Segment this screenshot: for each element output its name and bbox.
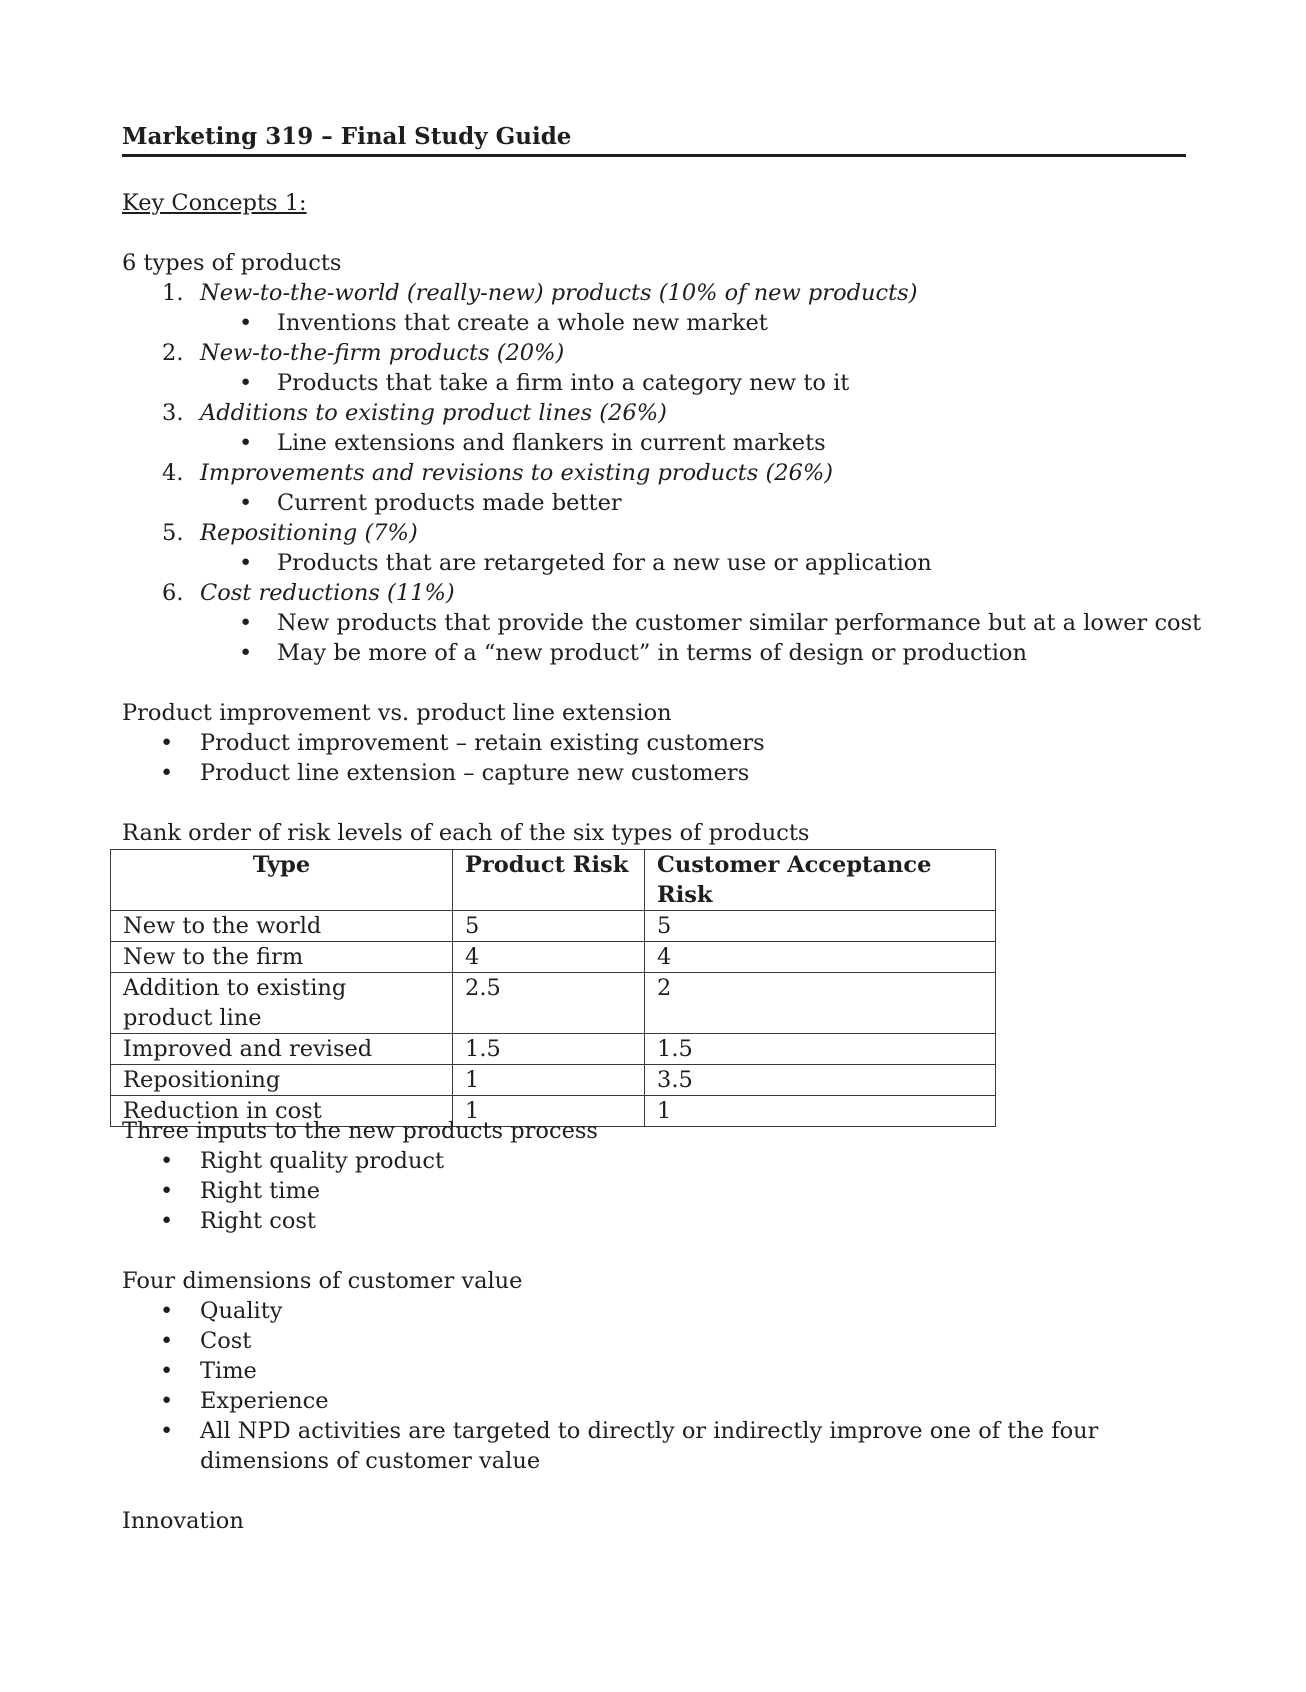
bullet-item	[122, 1416, 1200, 1476]
bullet-text: Inventions that create a whole new market	[277, 310, 768, 336]
table-row	[111, 942, 996, 973]
numbered-item	[122, 578, 1202, 608]
four-dimensions-section	[122, 1266, 1202, 1476]
column-header-customer-acceptance-risk: Customer Acceptance Risk	[645, 850, 996, 911]
table-row	[111, 1034, 996, 1065]
bullet-icon: •	[239, 610, 253, 636]
bullet-item	[122, 728, 1202, 758]
bullet-icon: •	[239, 310, 253, 336]
table-cell: 5	[453, 911, 645, 942]
bullet-icon: •	[160, 730, 174, 756]
item-number: 6.	[162, 580, 184, 606]
bullet-item	[122, 1296, 1202, 1326]
table-cell: 1	[453, 1096, 645, 1127]
table-cell: 5	[645, 911, 996, 942]
table-cell: Reduction in cost	[111, 1096, 453, 1127]
item-number: 3.	[162, 400, 184, 426]
sub-bullet	[122, 308, 1202, 338]
item-label: New-to-the-firm products (20%)	[200, 340, 565, 366]
innovation-heading: Innovation	[122, 1508, 244, 1534]
sub-bullet	[122, 548, 1202, 578]
bullet-text: May be more of a “new product” in terms of design or production	[277, 640, 1027, 666]
bullet-text: Experience	[200, 1388, 329, 1414]
page-title: Marketing 319 – Final Study Guide	[122, 122, 1186, 157]
item-number: 5.	[162, 520, 184, 546]
bullet-icon: •	[239, 490, 253, 516]
numbered-item	[122, 458, 1202, 488]
table-row	[111, 973, 996, 1034]
risk-table	[110, 849, 996, 1127]
item-number: 2.	[162, 340, 184, 366]
bullet-icon: •	[239, 640, 253, 666]
numbered-item	[122, 278, 1202, 308]
item-label: Improvements and revisions to existing products (26%)	[200, 460, 834, 486]
table-cell: 1.5	[645, 1034, 996, 1065]
bullet-text: Products that take a firm into a category new to it	[277, 370, 850, 396]
item-label: Additions to existing product lines (26%)	[200, 400, 667, 426]
three-inputs-heading: Three inputs to the new products process	[122, 1118, 598, 1144]
improvement-vs-extension-section	[122, 698, 1202, 788]
numbered-item	[122, 518, 1202, 548]
table-cell: 4	[645, 942, 996, 973]
column-header-type: Type	[111, 850, 453, 911]
table-cell: Repositioning	[111, 1065, 453, 1096]
item-label: New-to-the-world (really-new) products (10% of new products)	[200, 280, 918, 306]
item-number: 1.	[162, 280, 184, 306]
bullet-icon: •	[160, 760, 174, 786]
table-row	[111, 1065, 996, 1096]
bullet-item	[122, 1206, 1202, 1236]
sub-bullet	[122, 608, 1202, 638]
four-dimensions-heading: Four dimensions of customer value	[122, 1268, 523, 1294]
bullet-icon: •	[239, 430, 253, 456]
bullet-text: Right cost	[200, 1208, 316, 1234]
table-header-row	[111, 850, 996, 911]
bullet-text: Products that are retargeted for a new use or application	[277, 550, 932, 576]
table-caption: Rank order of risk levels of each of the six types of products	[122, 820, 810, 846]
bullet-text: Quality	[200, 1298, 283, 1324]
table-cell: Improved and revised	[111, 1034, 453, 1065]
bullet-item	[122, 1176, 1202, 1206]
table-cell: 1.5	[453, 1034, 645, 1065]
table-cell: New to the world	[111, 911, 453, 942]
numbered-item	[122, 398, 1202, 428]
table-cell: 4	[453, 942, 645, 973]
numbered-item	[122, 338, 1202, 368]
bullet-item	[122, 1146, 1202, 1176]
item-number: 4.	[162, 460, 184, 486]
bullet-icon: •	[160, 1358, 174, 1384]
table-row	[111, 911, 996, 942]
table-cell: 2.5	[453, 973, 645, 1034]
table-cell: 1	[453, 1065, 645, 1096]
sub-bullet	[122, 638, 1202, 668]
bullet-icon: •	[239, 370, 253, 396]
bullet-icon: •	[160, 1148, 174, 1174]
bullet-item	[122, 1356, 1202, 1386]
bullet-text: Line extensions and flankers in current markets	[277, 430, 826, 456]
product-types-heading: 6 types of products	[122, 250, 342, 276]
bullet-text: Product improvement – retain existing customers	[200, 730, 765, 756]
bullet-item	[122, 1326, 1202, 1356]
bullet-text: Cost	[200, 1328, 252, 1354]
table-cell: 1	[645, 1096, 996, 1127]
section-heading: Key Concepts 1:	[122, 190, 307, 216]
bullet-text: Right time	[200, 1178, 321, 1204]
bullet-text: New products that provide the customer similar performance but at a lower cost	[277, 610, 1202, 636]
bullet-icon: •	[160, 1208, 174, 1234]
column-header-product-risk: Product Risk	[453, 850, 645, 911]
bullet-item	[122, 758, 1202, 788]
sub-bullet	[122, 488, 1202, 518]
bullet-text: Right quality product	[200, 1148, 445, 1174]
bullet-icon: •	[160, 1298, 174, 1324]
bullet-icon: •	[160, 1178, 174, 1204]
improvement-vs-extension-heading: Product improvement vs. product line extension	[122, 700, 672, 726]
bullet-icon: •	[239, 550, 253, 576]
bullet-item	[122, 1386, 1202, 1416]
bullet-icon: •	[160, 1418, 174, 1444]
item-label: Cost reductions (11%)	[200, 580, 455, 606]
table-cell: Addition to existing product line	[111, 973, 453, 1034]
bullet-text: Current products made better	[277, 490, 622, 516]
product-types-section	[122, 248, 1202, 668]
bullet-text: All NPD activities are targeted to directly or indirectly improve one of the four dimensions of customer value	[200, 1418, 1099, 1474]
sub-bullet	[122, 368, 1202, 398]
bullet-text: Time	[200, 1358, 257, 1384]
bullet-icon: •	[160, 1328, 174, 1354]
table-cell: 2	[645, 973, 996, 1034]
table-cell: New to the firm	[111, 942, 453, 973]
three-inputs-section	[122, 1116, 1202, 1236]
bullet-text: Product line extension – capture new customers	[200, 760, 750, 786]
sub-bullet	[122, 428, 1202, 458]
table-cell: 3.5	[645, 1065, 996, 1096]
item-label: Repositioning (7%)	[200, 520, 418, 546]
bullet-icon: •	[160, 1388, 174, 1414]
